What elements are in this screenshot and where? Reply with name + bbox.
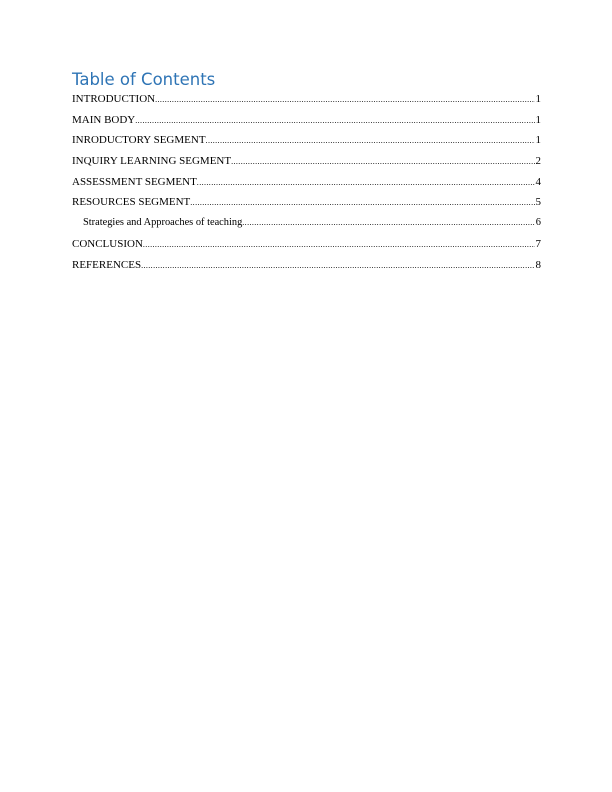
toc-entry-strategies-and-approaches[interactable] xyxy=(72,216,541,237)
toc-dot-leader xyxy=(141,259,534,273)
toc-entry-title: Strategies and Approaches of teaching xyxy=(83,217,243,229)
toc-dot-leader xyxy=(155,93,534,107)
toc-entry-assessment-segment[interactable] xyxy=(72,175,541,196)
toc-entry-title: INQUIRY LEARNING SEGMENT xyxy=(72,155,232,168)
toc-dot-leader xyxy=(143,238,535,252)
toc-entry-references[interactable] xyxy=(72,258,541,279)
toc-entry-introduction[interactable] xyxy=(72,92,541,113)
toc-dot-leader xyxy=(206,134,535,148)
toc-dot-leader xyxy=(197,176,535,190)
toc-entry-page-number: 8 xyxy=(535,258,541,271)
toc-entry-page-number: 7 xyxy=(535,237,541,250)
toc-entry-title: ASSESSMENT SEGMENT xyxy=(72,175,197,188)
toc-entry-resources-segment[interactable] xyxy=(72,195,541,216)
toc-entry-page-number: 6 xyxy=(535,217,541,229)
toc-dot-leader xyxy=(190,196,534,210)
toc-entry-page-number: 1 xyxy=(535,93,541,105)
toc-entry-title: MAIN BODY xyxy=(72,113,136,126)
toc-entry-title: INRODUCTORY SEGMENT xyxy=(72,134,206,147)
toc-list xyxy=(72,92,541,278)
toc-heading: Table of Contents xyxy=(72,70,216,89)
toc-dot-leader xyxy=(135,114,534,128)
toc-entry-title: INTRODUCTION xyxy=(72,93,156,105)
toc-entry-conclusion[interactable] xyxy=(72,237,541,258)
toc-dot-leader xyxy=(231,155,534,169)
toc-entry-title: RESOURCES SEGMENT xyxy=(72,196,191,209)
toc-entry-page-number: 1 xyxy=(535,134,541,147)
toc-entry-inroductory-segment[interactable] xyxy=(72,133,541,154)
toc-entry-title: REFERENCES xyxy=(72,258,142,271)
toc-entry-main-body[interactable] xyxy=(72,113,541,134)
toc-entry-page-number: 5 xyxy=(535,196,541,209)
toc-entry-page-number: 2 xyxy=(535,155,541,168)
toc-dot-leader xyxy=(242,216,535,230)
toc-entry-page-number: 1 xyxy=(535,113,541,126)
toc-entry-title: CONCLUSION xyxy=(72,237,143,250)
toc-entry-page-number: 4 xyxy=(535,175,541,188)
toc-entry-inquiry-learning-segment[interactable] xyxy=(72,154,541,175)
